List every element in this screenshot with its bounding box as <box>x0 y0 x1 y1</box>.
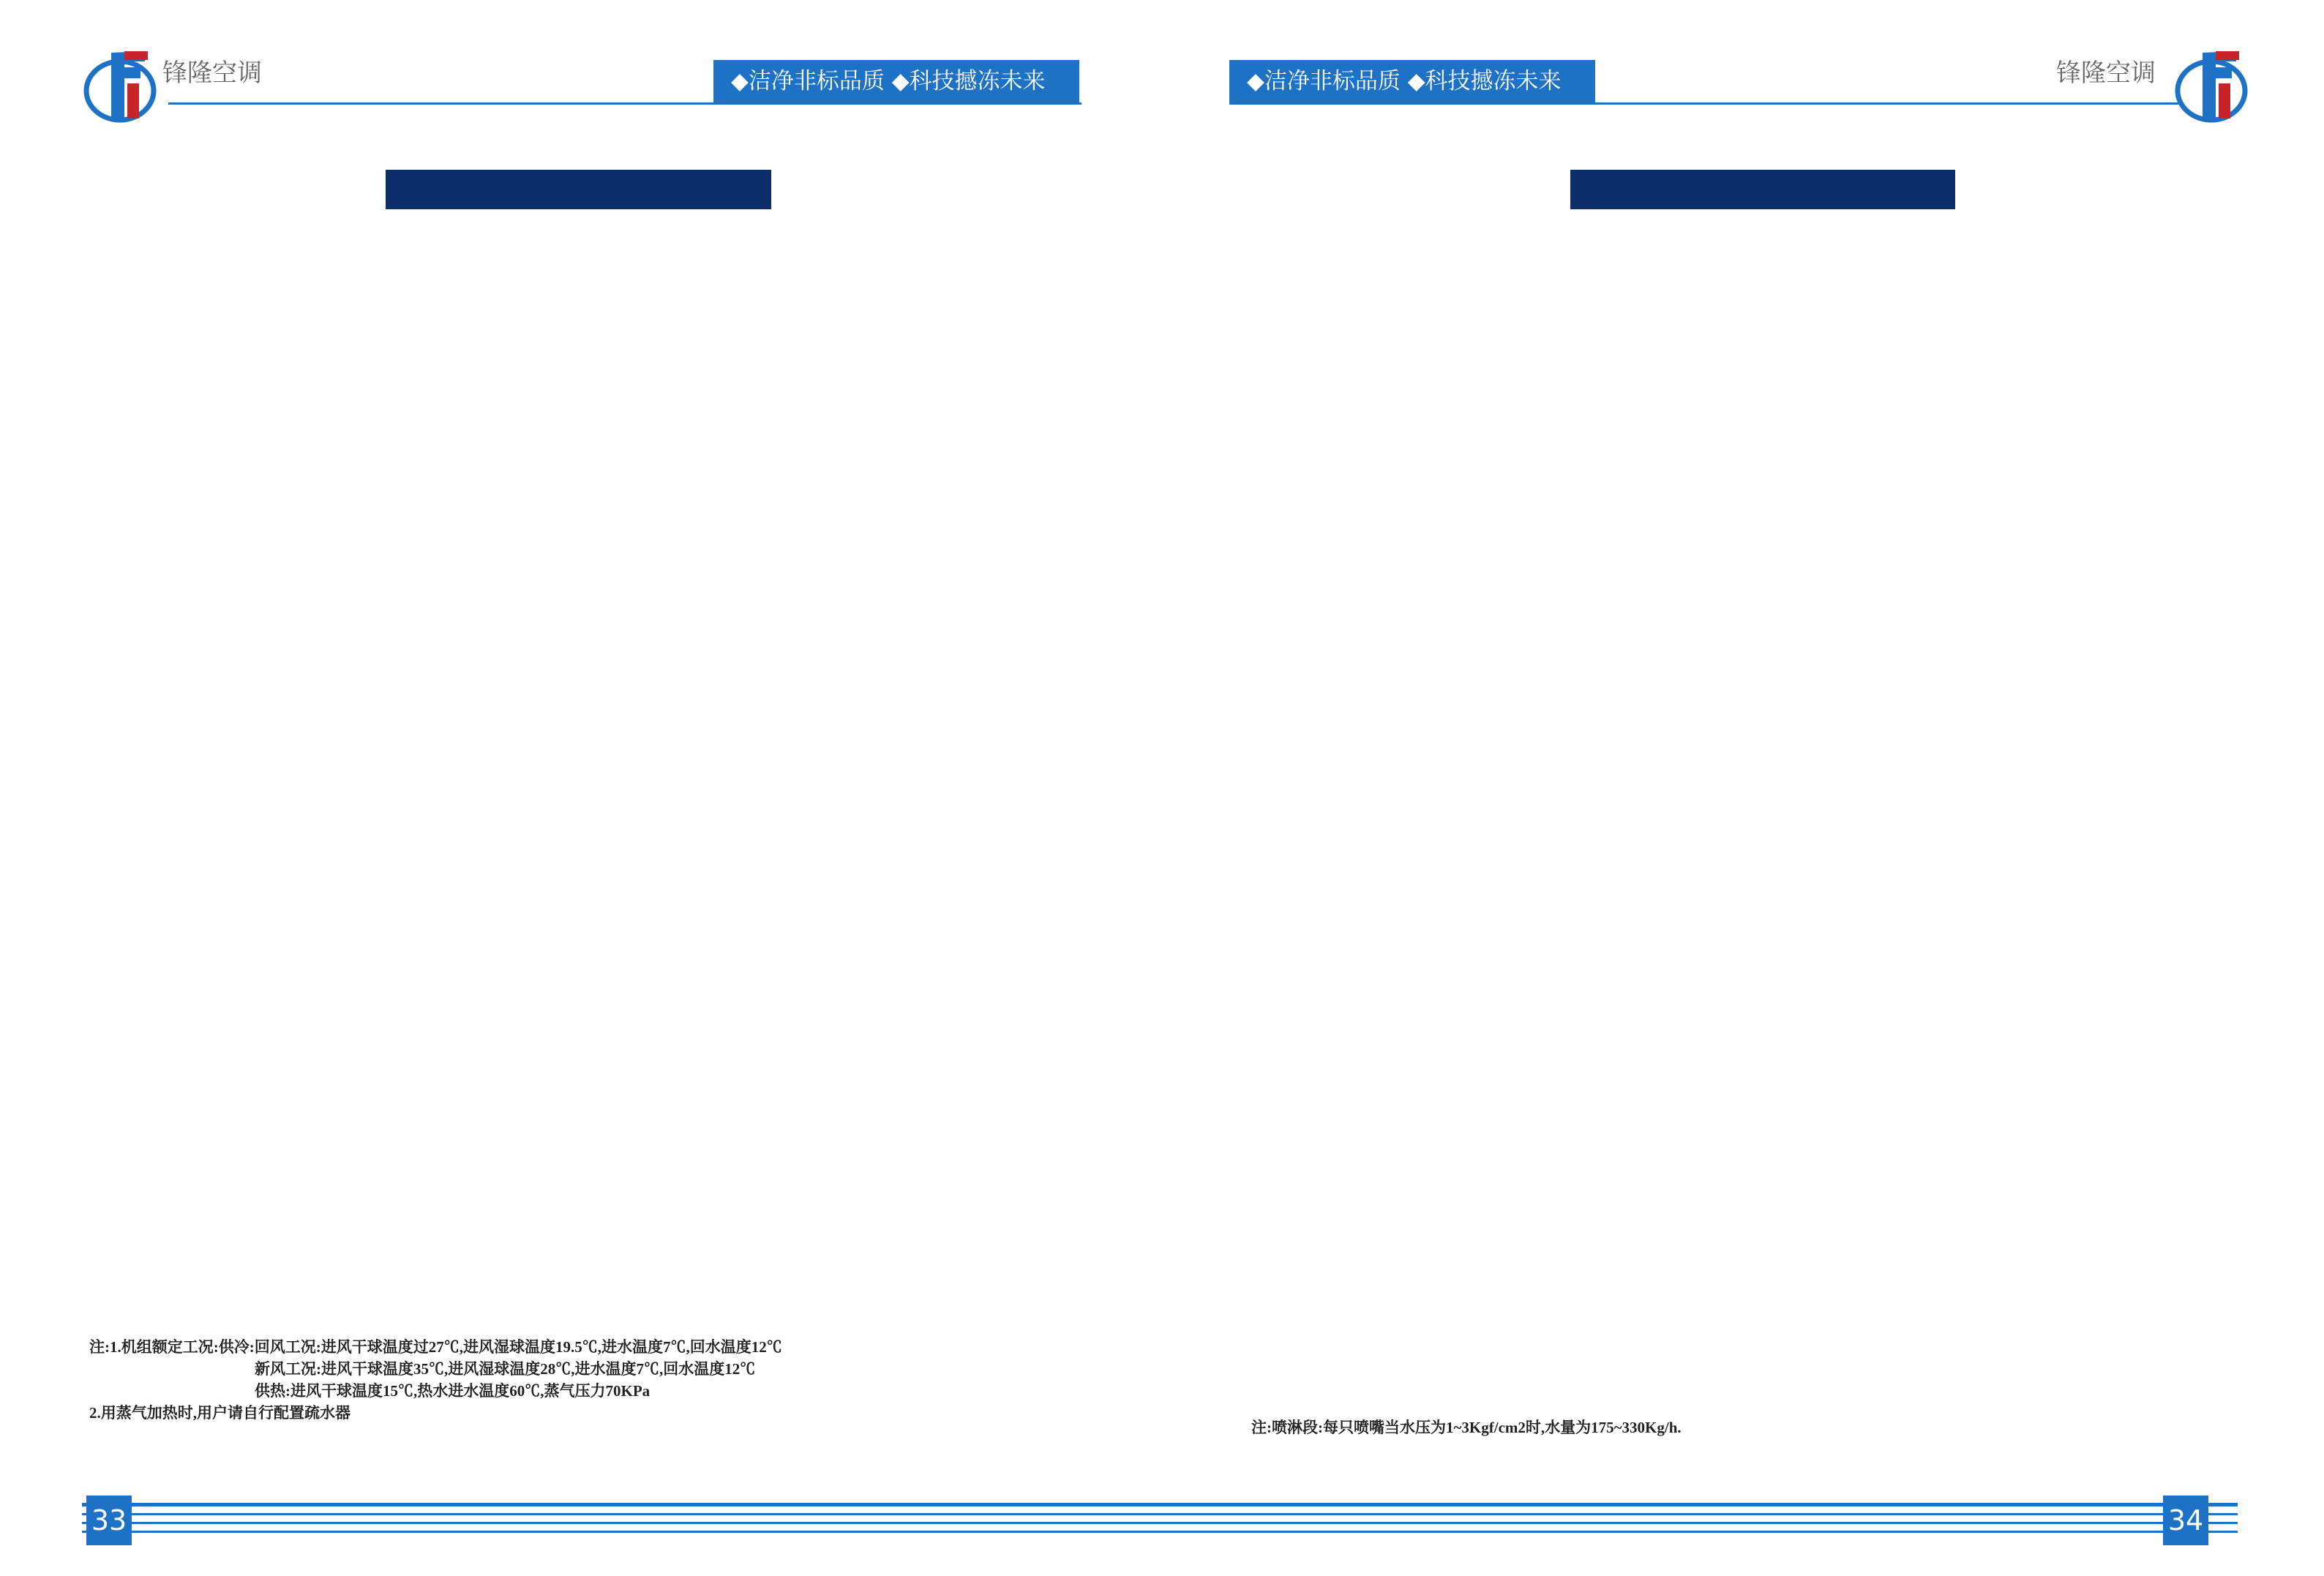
footer-line-2 <box>82 1513 1162 1515</box>
section-title-bar <box>386 170 771 209</box>
page-34 <box>1162 0 2324 1576</box>
footer-line-3 <box>1162 1522 2238 1524</box>
header-line <box>1229 102 2181 105</box>
brand-logo-icon <box>2173 45 2254 126</box>
slogan-banner: ◆洁净非标品质 ◆科技撼冻未来 <box>713 60 1079 102</box>
footer-line-4 <box>1162 1531 2238 1533</box>
footnote: 注:喷淋段:每只喷嘴当水压为1~3Kgf/cm2时,水量为175~330Kg/h. <box>1251 1419 1682 1436</box>
note-line-3: 供热:进风干球温度15℃,热水进水温度60℃,蒸气压力70KPa <box>255 1382 651 1400</box>
footer-line-2 <box>1162 1513 2238 1515</box>
note-line-4: 2.用蒸气加热时,用户请自行配置疏水器 <box>89 1404 351 1422</box>
note-line-1: 注:1.机组额定工况:供冷:回风工况:进风干球温度过27℃,进风湿球温度19.5℃,进水温度7℃,回水温度12℃ <box>89 1338 782 1356</box>
page-number: 33 <box>86 1496 132 1545</box>
brand-name: 锋隆空调 <box>2056 59 2156 88</box>
section-title-bar <box>1570 170 1955 209</box>
footer-line-1 <box>1162 1503 2238 1506</box>
page-number: 34 <box>2163 1496 2208 1545</box>
footer-line-1 <box>82 1503 1162 1506</box>
slogan-banner: ◆洁净非标品质 ◆科技撼冻未来 <box>1229 60 1595 102</box>
header-line <box>168 102 1082 105</box>
footer-line-3 <box>82 1522 1162 1524</box>
brand-name: 锋隆空调 <box>162 59 262 88</box>
note-line-2: 新风工况:进风干球温度35℃,进风湿球温度28℃,进水温度7℃,回水温度12℃ <box>255 1360 756 1378</box>
brand-logo-icon <box>82 45 162 126</box>
footer-line-4 <box>82 1531 1162 1533</box>
